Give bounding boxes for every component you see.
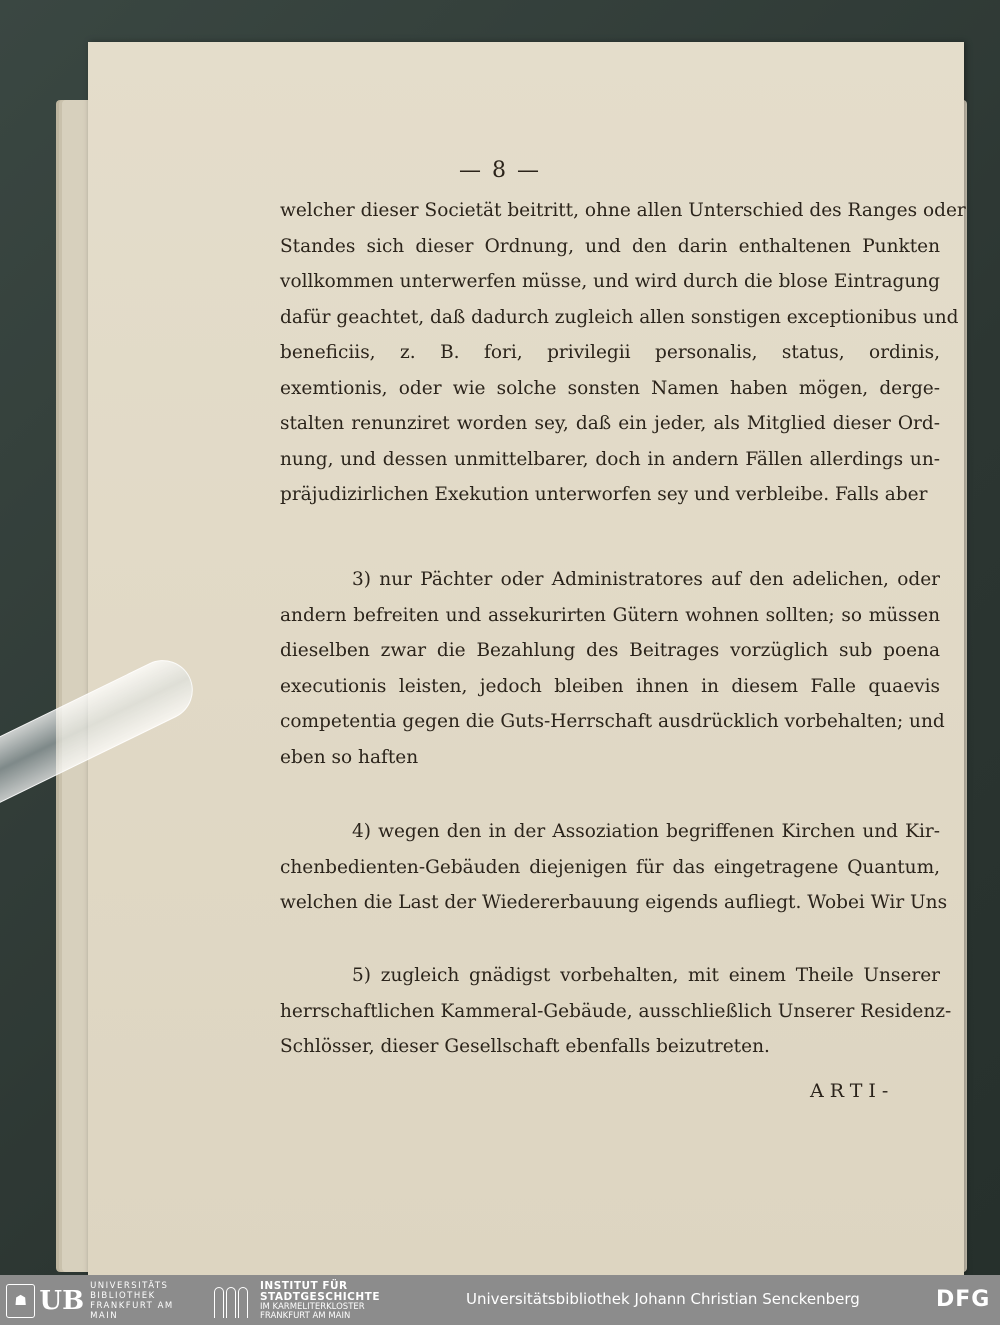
ub-line-3: FRANKFURT AM MAIN [90, 1301, 174, 1321]
text-line: competentia gegen die Guts-Herrschaft ausdrücklich vorbehalten; und [280, 711, 945, 732]
ub-line-2: BIBLIOTHEK [90, 1291, 156, 1301]
text-line: executionis leisten, jedoch bleiben ihnen in diesem Falle quaevis [280, 675, 940, 697]
inst-line-4: FRANKFURT AM MAIN [260, 1311, 351, 1321]
paragraph-5 [280, 958, 952, 1065]
dfg-logo[interactable]: DFG [936, 1287, 991, 1312]
inst-line-1: INSTITUT FÜR [260, 1279, 348, 1292]
text-line: vollkommen unterwerfen müsse, und wird durch die blose Eintragung [280, 271, 940, 292]
institut-logo[interactable] [214, 1279, 434, 1321]
text-line: exemtionis, oder wie solche sonsten Namen haben mögen, derge- [280, 377, 940, 399]
text-line: Standes sich dieser Ordnung, und den darin enthaltenen Punkten [280, 235, 940, 257]
ub-letters: UB [39, 1286, 85, 1316]
text-line: eben so haften [280, 746, 419, 768]
text-line: dafür geachtet, daß dadurch zugleich allen sonstigen exceptionibus und [280, 306, 959, 328]
ub-line-1: UNIVERSITÄTS [90, 1281, 169, 1291]
text-line: stalten renunziret worden sey, daß ein jeder, als Mitglied dieser Ord- [280, 413, 940, 434]
text-line: beneficiis, z. B. fori, privilegii personalis, status, ordinis, [280, 342, 940, 363]
text-line: welchen die Last der Wiedererbauung eigends aufliegt. Wobei Wir Uns [280, 892, 948, 913]
inst-line-3: IM KARMELITERKLOSTER [260, 1301, 365, 1312]
arches-icon [214, 1284, 248, 1318]
paragraph-3 [280, 562, 945, 775]
text-line: 4) wegen den in der Assoziation begriffenen Kirchen und Kir- [352, 821, 940, 842]
catchword: ARTI- [810, 1080, 895, 1102]
inst-line-2: STADTGESCHICHTE [260, 1290, 380, 1303]
text-line: welcher dieser Societät beitritt, ohne allen Unterschied des Ranges oder [280, 200, 966, 221]
library-link[interactable]: Universitätsbibliothek Johann Christian Senckenberg [466, 1290, 860, 1308]
text-line: chenbedienten-Gebäuden diejenigen für das eingetragene Quantum, [280, 856, 940, 878]
ub-emblem-icon: ☗ [6, 1284, 35, 1318]
text-line: 3) nur Pächter oder Administratores auf den adelichen, oder [352, 569, 940, 590]
paragraph-4 [280, 814, 948, 921]
ub-logo[interactable] [6, 1283, 196, 1319]
page-number: — 8 — [459, 158, 541, 183]
text-line: herrschaftlichen Kammeral-Gebäude, ausschließlich Unserer Residenz- [280, 1000, 952, 1022]
paragraph-1 [280, 193, 966, 513]
text-line: präjudizirlichen Exekution unterworfen sey und verbleibe. Falls aber [280, 484, 928, 505]
text-line: nung, und dessen unmittelbarer, doch in andern Fällen allerdings un- [280, 448, 940, 470]
text-line: 5) zugleich gnädigst vorbehalten, mit einem Theile Unserer [352, 965, 940, 986]
text-line: andern befreiten und assekurirten Gütern wohnen sollten; so müssen [280, 604, 940, 626]
text-line: dieselben zwar die Bezahlung des Beitrages vorzüglich sub poena [280, 640, 940, 661]
institut-name [260, 1281, 380, 1322]
ub-name [90, 1281, 196, 1321]
footer-bar [0, 1275, 1000, 1325]
text-line: Schlösser, dieser Gesellschaft ebenfalls beizutreten. [280, 1036, 770, 1057]
